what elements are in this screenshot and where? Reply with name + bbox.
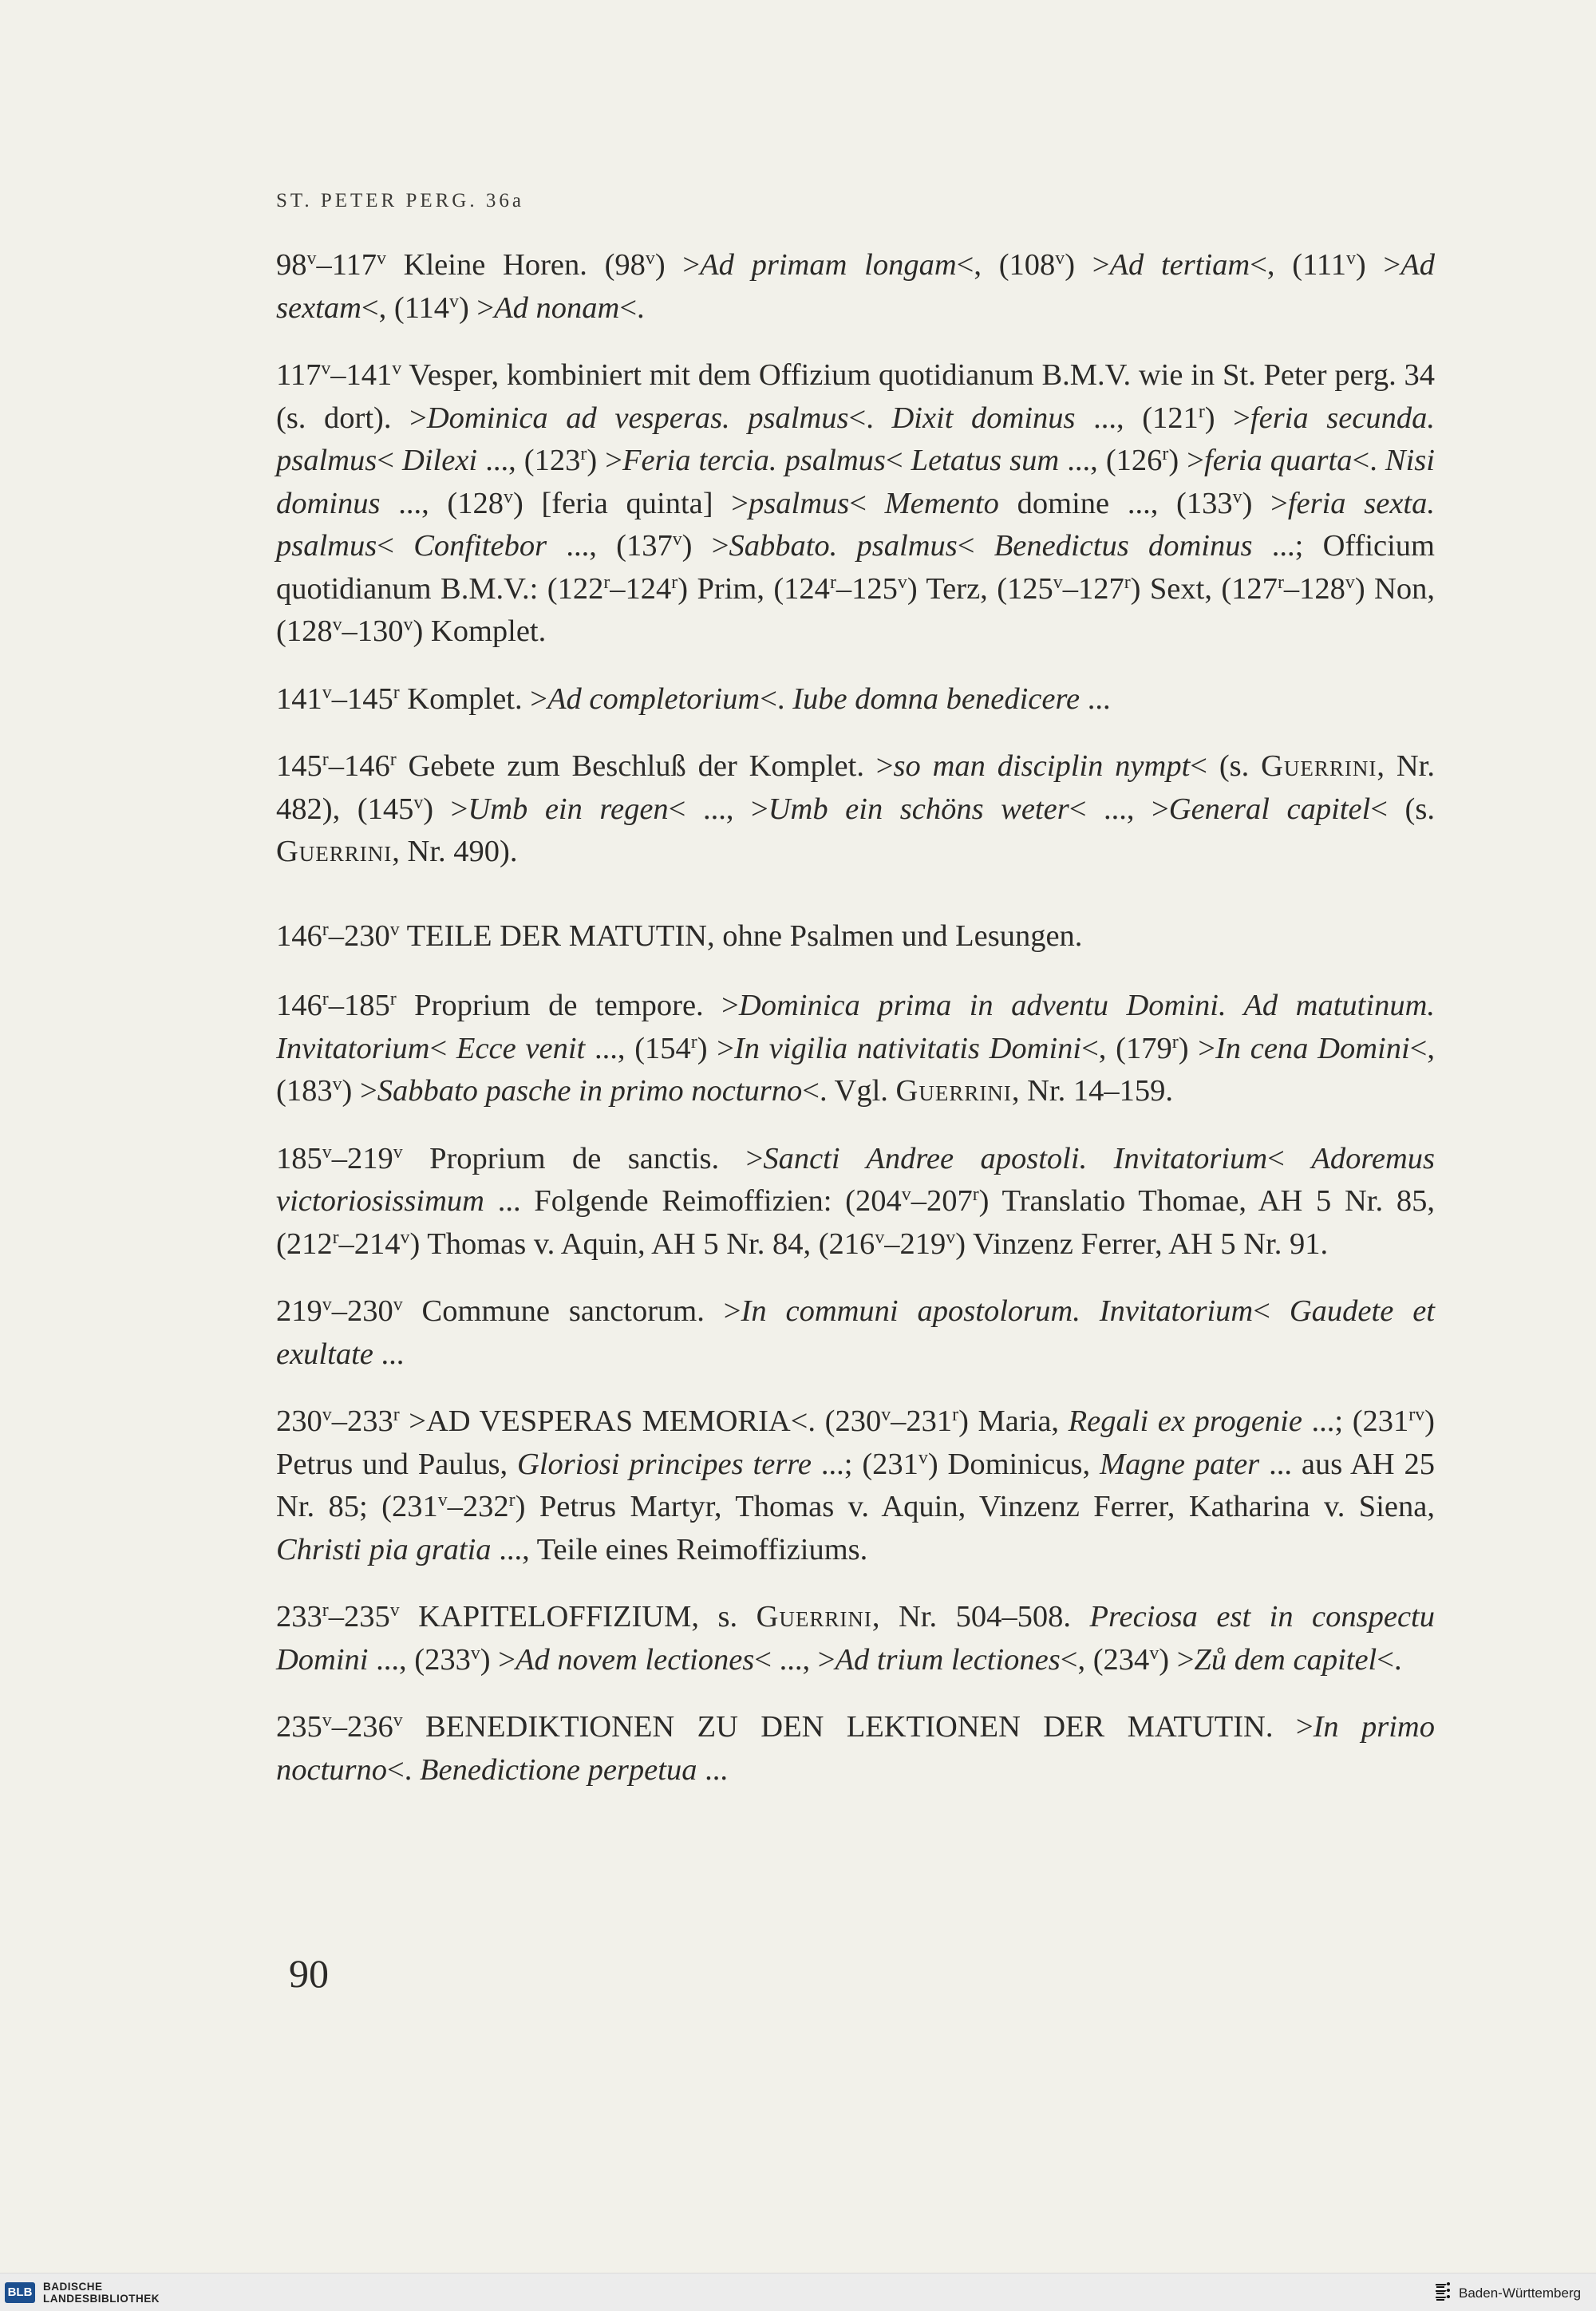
entry-text: Kleine Horen. $(98^v) >Ad$ primam longam<, $(108^v) >Ad$ tertiam<, $(111^v) >Ad$ sextam<, $(114^v) >Ad$ nonam<. [276, 247, 1435, 325]
entry-text: Gebete zum Beschluß der Komplet. >so man disciplin nympt< (s. Guerrini, Nr. 482), $(145^v) >Umb$ ein regen< ..., >Umb ein schöns weter< ..., >General capitel< (s. Guerrini, Nr. 490). [276, 749, 1435, 868]
folio-range: 233$^r$–235$^v$ [276, 1599, 400, 1634]
entry-text: Vesper, kombiniert mit dem Offizium quotidianum B.M.V. wie in St. Peter perg. 34 (s. dort). >Dominica ad vesperas. psalmus<. Dixit dominus ..., $(121^r)$ >feria secunda. psalmus< Dilexi ..., $(123^r)$ >Feria tercia. psalmus< Letatus sum ..., $(126^r)$ >feria quarta<. Nisi dominus ..., (128$^v$) [feria quinta] >psalmus< Memento domine ..., $(133^v)$ >feria sexta. psalmus< Confitebor ..., $(137^v)$ >Sabbato. psalmus< Benedictus dominus ...; Officium quotidianum B.M.V.: (122$^r$–124$^r$) Prim, (124$^r$–125$^v$) Terz, (125$^v$–127$^r$) Sext, (127$^r$–128$^v$) Non, (128$^v$–130$^v$) Komplet. [276, 358, 1436, 648]
entry-230v-233r [276, 1400, 1435, 1571]
entry-146r-185r [276, 985, 1435, 1113]
entry-text: Proprium de sanctis. >Sancti Andree apostoli. Invitatorium< Adoremus victoriosissimum ... Folgende Reimoffizien: (204$^v$–207$^r$) Translatio Thomae, AH 5 Nr. 85, (212$^r$–214$^v$) Thomas v. Aquin, AH 5 Nr. 84, (216$^v$–219$^v$) Vinzenz Ferrer, AH 5 Nr. 91. [276, 1141, 1436, 1261]
entry-185v-219v [276, 1138, 1435, 1266]
entry-text: TEILE DER MATUTIN, ohne Psalmen und Lesungen. [399, 918, 1083, 953]
blb-logo-icon[interactable]: BLB [5, 2282, 35, 2303]
folio-range: 230$^v$–233$^r$ [276, 1404, 400, 1438]
folio-range: 235$^v$–236$^v$ [276, 1709, 403, 1744]
entry-145r-146r [276, 745, 1435, 874]
entry-141v-145r [276, 678, 1435, 721]
folio-range: 117$^v$–141$^v$ [276, 358, 402, 392]
entry-117v-141v [276, 354, 1435, 654]
baden-wuerttemberg-label: Baden-Württemberg [1459, 2285, 1582, 2301]
entry-98v-117v [276, 244, 1435, 330]
folio-range: 141$^v$–145$^r$ [276, 681, 400, 716]
catalog-entries [276, 244, 1435, 1792]
folio-range: 185$^v$–219$^v$ [276, 1141, 403, 1175]
folio-range: 219$^v$–230$^v$ [276, 1294, 403, 1328]
footer-bar [0, 2273, 1596, 2311]
folio-range: 146$^r$–230$^v$ [276, 918, 400, 953]
entry-text: Proprium de tempore. >Dominica prima in adventu Domini. Ad matutinum. Invitatorium< Ecce venit ..., $(154^r) >In$ vigilia nativitatis Domini<, $(179^r) >In$ cena Domini<, $(183^v)$ >Sabbato pasche in primo nocturno<. Vgl. Guerrini, Nr. 14–159. [276, 989, 1435, 1108]
entry-235v-236v [276, 1706, 1435, 1792]
running-head: ST. PETER PERG. 36a [276, 190, 524, 211]
entry-233r-235v [276, 1596, 1435, 1681]
baden-wuerttemberg-lions-icon [1433, 2281, 1452, 2304]
folio-range: 98$^v$–117$^v$ [276, 247, 386, 282]
entry-146r-230v [276, 915, 1435, 958]
blb-name-line2: LANDESBIBLIOTHEK [43, 2293, 160, 2305]
folio-range: 145$^r$–146$^r$ [276, 749, 397, 783]
entry-text: Komplet. >Ad completorium<. Iube domna benedicere ... [399, 681, 1111, 716]
entry-219v-230v [276, 1290, 1435, 1376]
page-number: 90 [289, 1951, 329, 1996]
blb-name-line1: BADISCHE [43, 2281, 103, 2293]
entry-text: >AD VESPERAS MEMORIA<. (230$^v$–231$^r$) Maria, Regali ex progenie ...; $(231^{rv})$ Petrus und Paulus, Gloriosi principes terre ...; (231$^v$) Dominicus, Magne pater ... aus AH 25 Nr. 85; (231$^v$–232$^r$) Petrus Martyr, Thomas v. Aquin, Vinzenz Ferrer, Katharina v. Siena, Christi pia gratia ..., Teile eines Reimoffiziums. [276, 1404, 1435, 1566]
entry-text: BENEDIKTIONEN ZU DEN LEKTIONEN DER MATUTIN. >In primo nocturno<. Benedictione perpetua ... [276, 1710, 1435, 1787]
entry-text: Commune sanctorum. >In communi apostolorum. Invitatorium< Gaudete et exultate ... [276, 1294, 1436, 1371]
blb-name [43, 2281, 160, 2305]
entry-text: KAPITELOFFIZIUM, s. Guerrini, Nr. 504–508. Preciosa est in conspectu Domini ..., $(233^v) >Ad$ novem lectiones< ..., >Ad trium lectiones<, $(234^v)$ >Zů dem capitel<. [276, 1600, 1436, 1677]
folio-range: 146$^r$–185$^r$ [276, 988, 397, 1022]
